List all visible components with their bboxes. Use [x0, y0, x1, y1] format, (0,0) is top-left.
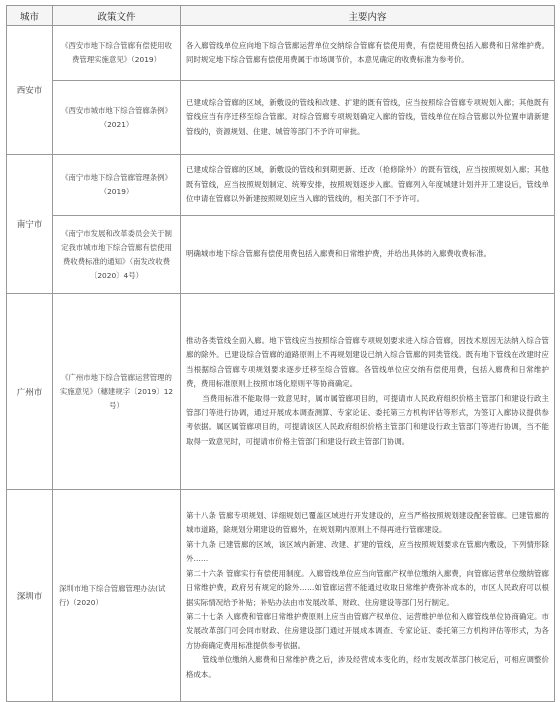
header-city: 城市	[7, 6, 53, 26]
content-cell	[181, 490, 555, 702]
table-row	[7, 26, 555, 81]
table-row	[7, 216, 555, 294]
table-header-row	[7, 6, 555, 26]
table-row	[7, 155, 555, 216]
doc-cell: 《南宁市发展和改革委员会关于制定我市城市地下综合管廊有偿使用费收费标准的通知》（南发改收费〔2020〕4号）	[53, 216, 181, 294]
table-row	[7, 81, 555, 155]
content-paragraph: 管线单位缴纳入廊费和日常维护费之后，涉及经营成本变化的，经市发展改革部门核定后，可相应调整价格成本。	[186, 655, 549, 679]
doc-cell: 《西安市地下综合管廊有偿使用收费管理实施意见》（2019）	[53, 26, 181, 81]
content-cell: 已建成综合管廊的区域，新敷设的管线和改建、扩建的既有管线，应当按照综合管廊专项规划入廊；其他既有管线应当有序迁移至综合管廊。对综合管廊专项规划确定入廊的管线，管线单位在综合管廊以外位置申请新建管线的，资源规划、住建、城管等部门不予许可审批。	[181, 81, 555, 155]
city-cell: 广州市	[7, 294, 53, 490]
content-cell: 明确城市地下综合管廊有偿使用费包括入廊费和日常维护费，并给出具体的入廊费收费标准。	[181, 216, 555, 294]
content-cell: 已建成综合管廊的区域，新敷设的管线和到期更新、迁改（抢修除外）的既有管线，应当按照规划入廊；其他既有管线，应当按照规划制定、统筹安排，按照规划逐步入廊。管廊列入年度城建计划并开工建设后，管线单位申请在管廊以外新建按照规划应当入廊的管线的，相关部门不予许可。	[181, 155, 555, 216]
doc-cell: 《南宁市地下综合管廊管理条例》（2019）	[53, 155, 181, 216]
header-content: 主要内容	[181, 6, 555, 26]
doc-cell: 《西安市城市地下综合管廊条例》（2021）	[53, 81, 181, 155]
policy-table	[6, 5, 555, 702]
content-paragraph: 当费用标准不能取得一致意见时，属市属管廊项目的，可提请市人民政府组织价格主管部门和建设行政主管部门等进行协调，通过开展成本调查测算、专家论证、委托第三方机构评估等形式，为签订入廊协议提供参考依据。属区属管廊项目的，可提请该区人民政府组织价格主管部门和建设行政主管部门等进行协调，当不能取得一致意见时，可提请市价格主管部门和建设行政主管部门协调。	[186, 393, 549, 446]
city-cell: 西安市	[7, 26, 53, 155]
content-cell: 各入廊管线单位应向地下综合管廊运营单位交纳综合管廊有偿使用费，有偿使用费包括入廊费和日常维护费。同时规定地下综合管廊有偿使用费属于市场调节价，本意见确定的收费标准为参考价。	[181, 26, 555, 81]
city-cell: 深圳市	[7, 490, 53, 702]
content-paragraph: 第二十七条 入廊费和管廊日常维护费原则上应当由管廊产权单位、运营维护单位和入廊管线单位协商确定。市发展改革部门可会同市财政、住房建设部门通过开展成本调查、专家论证、委托第三方机构评估等形式，为各方协商确定费用标准提供参考依据。	[186, 611, 549, 650]
content-cell	[181, 294, 555, 490]
table-row	[7, 294, 555, 490]
content-paragraph: 推动各类管线全面入廊。地下管线应当按照综合管廊专项规划要求进入综合管廊，因技术原因无法纳入综合管廊的除外。已建设综合管廊的道路原则上不再规划建设已纳入综合管廊的同类管线。既有地下管线在改建时应当根据综合管廊专项规划要求逐步迁移至综合管廊。各管线单位应交纳有偿使用费，包括入廊费和日常维护费，费用标准原则上按照市场化原则平等协商确定。	[186, 335, 549, 389]
city-cell: 南宁市	[7, 155, 53, 294]
doc-cell: 深圳市地下综合管廊管理办法(试行)（2020）	[53, 490, 181, 702]
table-row	[7, 490, 555, 702]
content-paragraph: 第二十六条 管廊实行有偿使用制度。入廊管线单位应当向管廊产权单位缴纳入廊费，向管廊运营单位缴纳管廊日常维护费，政府另有规定的除外……如管廊运营不能通过收取日常维护费弥补成本的，市区人民政府可以根据实际情况给予补贴；补贴办法由市发展改革、财政、住房建设等部门另行制定。	[186, 568, 549, 607]
doc-cell: 《广州市地下综合管廊运营管理的实施意见》（穗建规字〔2019〕12号）	[53, 294, 181, 490]
content-paragraph: 第十八条 管廊专项规划、详细规划已覆盖区域进行开发建设的，应当严格按照规划建设配套管廊。已建管廊的城市道路，除规划分期建设的管廊外，在规划期内原则上不得再进行管廊建设。	[186, 511, 549, 535]
header-doc: 政策文件	[53, 6, 181, 26]
content-paragraph: 第十九条 已建管廊的区域，该区域内新建、改建、扩建的管线，应当按照规划要求在管廊内敷设，下列情形除外……	[186, 539, 549, 564]
